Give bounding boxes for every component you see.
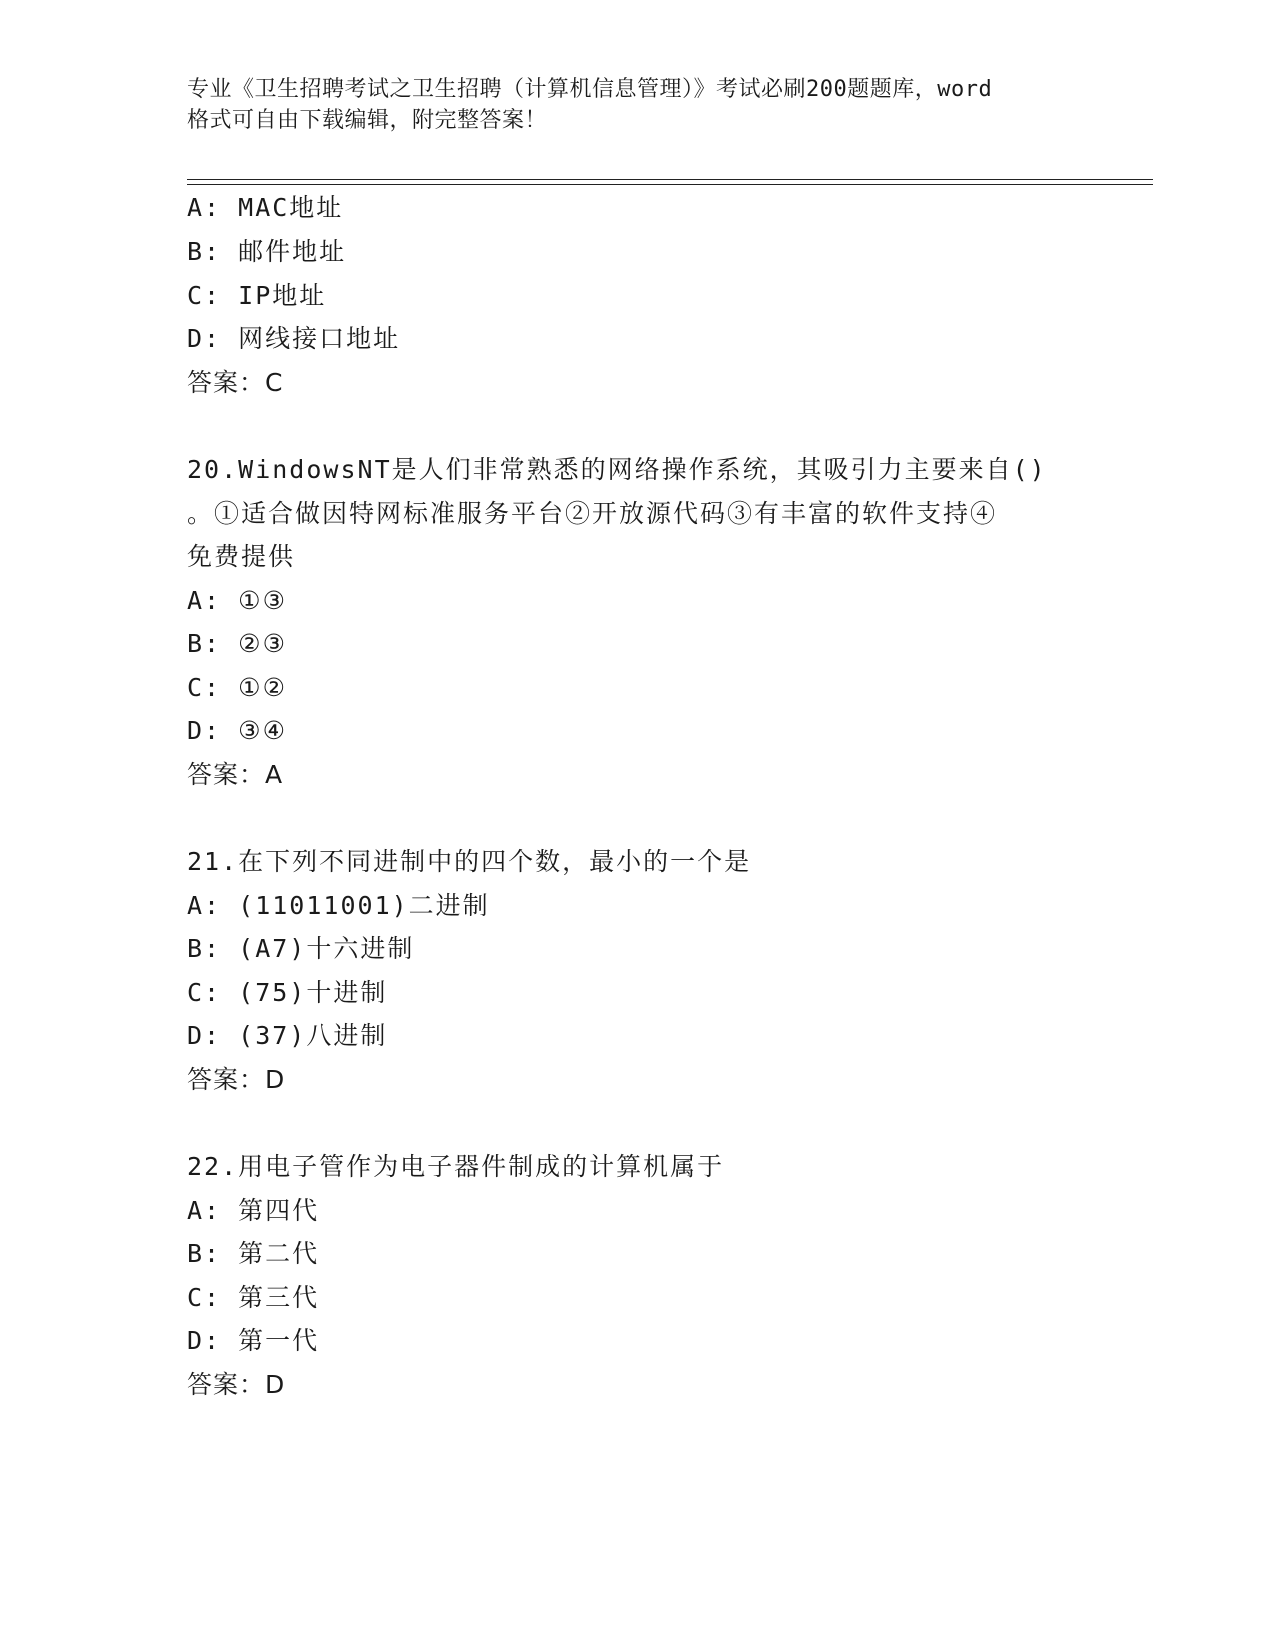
q22-stem: 22.用电子管作为电子器件制成的计算机属于 (187, 1152, 725, 1181)
q20-option-b: B: ②③ (187, 629, 287, 658)
header-divider-bottom (187, 184, 1153, 185)
header-line-2: 格式可自由下载编辑，附完整答案！ (187, 108, 548, 133)
q21-answer: 答案：D (187, 1065, 286, 1094)
q21-option-c: C: (75)十进制 (187, 978, 388, 1007)
q21-option-b: B: (A7)十六进制 (187, 934, 415, 963)
q20-option-c: C: ①② (187, 673, 287, 702)
q22-option-b: B: 第二代 (187, 1239, 320, 1268)
q22-answer: 答案：D (187, 1370, 286, 1399)
q20-option-d: D: ③④ (187, 716, 287, 745)
q19-option-a: A: MAC地址 (187, 193, 344, 222)
q20-stem-line-2: 。①适合做因特网标准服务平台②开放源代码③有丰富的软件支持④ (187, 499, 998, 528)
q20-option-a: A: ①③ (187, 586, 287, 615)
header-line-1: 专业《卫生招聘考试之卫生招聘（计算机信息管理）》考试必刷200题题库，word (187, 77, 993, 102)
header-divider-top (187, 179, 1153, 180)
q22-option-a: A: 第四代 (187, 1196, 320, 1225)
q21-stem: 21.在下列不同进制中的四个数，最小的一个是 (187, 847, 752, 876)
q19-option-c: C: IP地址 (187, 281, 327, 310)
q22-option-c: C: 第三代 (187, 1283, 320, 1312)
q22-option-d: D: 第一代 (187, 1326, 320, 1355)
q21-option-a: A: (11011001)二进制 (187, 891, 490, 920)
q20-stem-line-3: 免费提供 (187, 542, 296, 571)
q19-option-b: B: 邮件地址 (187, 237, 347, 266)
q19-option-d: D: 网线接口地址 (187, 324, 401, 353)
q20-answer: 答案：A (187, 760, 284, 789)
q21-option-d: D: (37)八进制 (187, 1021, 388, 1050)
document-header (187, 74, 1087, 136)
q20-stem-line-1: 20.WindowsNT是人们非常熟悉的网络操作系统，其吸引力主要来自() (187, 455, 1047, 484)
q19-answer: 答案：C (187, 368, 284, 397)
